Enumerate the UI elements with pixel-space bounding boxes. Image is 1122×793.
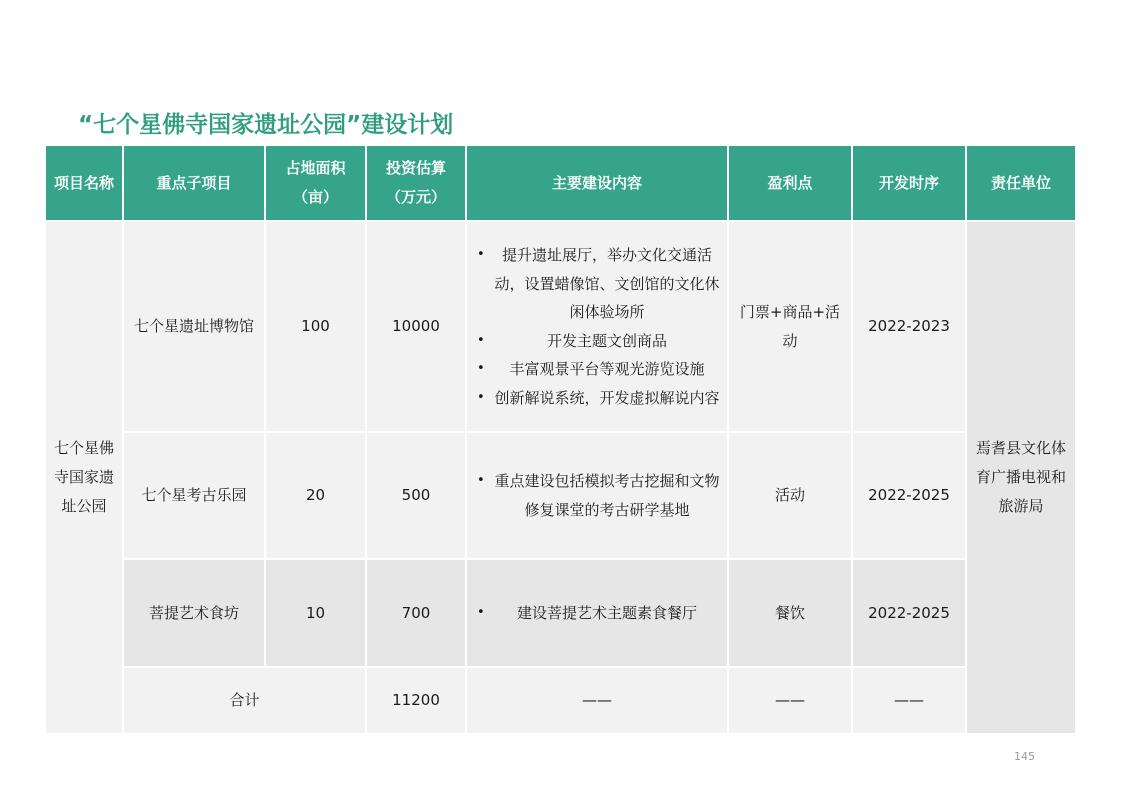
- bullet-dot-icon: •: [477, 604, 485, 620]
- schedule-cell: 2022-2025: [852, 432, 966, 559]
- content-cell: [466, 221, 728, 432]
- header-schedule: 开发时序: [852, 145, 966, 221]
- list-item: [473, 599, 721, 628]
- area-cell: 10: [265, 559, 366, 667]
- table-row: [45, 559, 1076, 667]
- content-text: 丰富观景平台等观光游览设施: [509, 360, 705, 378]
- page-number: 145: [1014, 750, 1035, 763]
- content-cell: [466, 432, 728, 559]
- responsible-unit-cell: 焉耆县文化体育广播电视和旅游局: [966, 221, 1076, 734]
- table-row: [45, 432, 1076, 559]
- content-text: 建设菩提艺术主题素食餐厅: [516, 603, 697, 622]
- area-cell: 20: [265, 432, 366, 559]
- header-project-name: 项目名称: [45, 145, 123, 221]
- content-list: [473, 241, 721, 412]
- sub-project-cell: 七个星遗址博物馆: [123, 221, 265, 432]
- header-investment: 投资估算（万元）: [366, 145, 466, 221]
- bullet-dot-icon: •: [477, 247, 485, 262]
- header-profit: 盈利点: [728, 145, 852, 221]
- content-list: [473, 467, 721, 524]
- investment-cell: 10000: [366, 221, 466, 432]
- total-investment: 11200: [366, 667, 466, 734]
- total-content: ——: [466, 667, 728, 734]
- list-item: [473, 241, 721, 327]
- bullet-dot-icon: •: [477, 389, 485, 405]
- area-cell: 100: [265, 221, 366, 432]
- investment-cell: 700: [366, 559, 466, 667]
- construction-plan-table: [44, 144, 1077, 735]
- content-text: 提升遗址展厅，举办文化交通活动，设置蜡像馆、文创馆的文化休闲体验场所: [494, 246, 720, 321]
- table-row: [45, 221, 1076, 432]
- sub-project-cell: 菩提艺术食坊: [123, 559, 265, 667]
- total-row: [45, 667, 1076, 734]
- table-header-row: [45, 145, 1076, 221]
- profit-cell: 活动: [728, 432, 852, 559]
- header-area: 占地面积（亩）: [265, 145, 366, 221]
- content-text: 重点建设包括模拟考古挖掘和文物修复课堂的考古研学基地: [494, 472, 720, 519]
- content-cell: [466, 559, 728, 667]
- header-content: 主要建设内容: [466, 145, 728, 221]
- total-profit: ——: [728, 667, 852, 734]
- header-sub-project: 重点子项目: [123, 145, 265, 221]
- bullet-dot-icon: •: [477, 361, 485, 376]
- list-item: [473, 355, 721, 384]
- profit-cell: 门票+商品+活动: [728, 221, 852, 432]
- list-item: [473, 467, 721, 524]
- total-label: 合计: [123, 667, 366, 734]
- content-list: [473, 599, 721, 628]
- content-text: 开发主题文创商品: [546, 331, 667, 350]
- investment-cell: 500: [366, 432, 466, 559]
- total-schedule: ——: [852, 667, 966, 734]
- schedule-cell: 2022-2023: [852, 221, 966, 432]
- profit-cell: 餐饮: [728, 559, 852, 667]
- schedule-cell: 2022-2025: [852, 559, 966, 667]
- content-text: 创新解说系统，开发虚拟解说内容: [494, 388, 720, 407]
- list-item: [473, 384, 721, 413]
- project-name-cell: 七个星佛寺国家遗址公园: [45, 221, 123, 734]
- bullet-dot-icon: •: [477, 473, 485, 488]
- header-unit: 责任单位: [966, 145, 1076, 221]
- bullet-dot-icon: •: [477, 332, 485, 348]
- list-item: [473, 327, 721, 356]
- sub-project-cell: 七个星考古乐园: [123, 432, 265, 559]
- page-title: “七个星佛寺国家遗址公园”建设计划: [78, 112, 454, 138]
